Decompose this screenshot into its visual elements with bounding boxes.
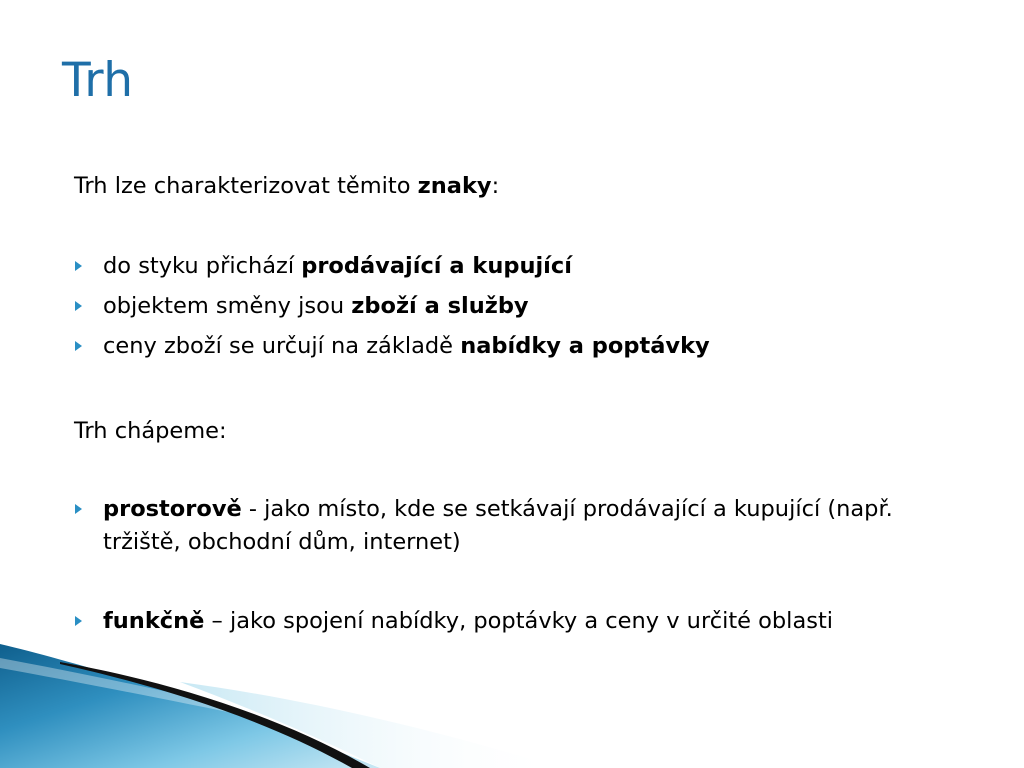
- understanding-heading: Trh chápeme:: [74, 418, 227, 444]
- bullet-arrow-icon: [75, 341, 82, 351]
- decorative-wave: [0, 638, 1024, 768]
- slide-title: Trh: [62, 53, 134, 108]
- intro-suffix: :: [491, 173, 500, 199]
- understanding-item: [74, 605, 914, 638]
- feature-text: do styku přichází: [103, 253, 302, 279]
- feature-text: objektem směny jsou: [103, 293, 352, 319]
- understanding-bold: prostorově: [103, 496, 242, 522]
- understanding-item: [74, 493, 914, 559]
- understanding-text: - jako místo, kde se setkávají prodávající a kupující (např. tržiště, obchodní dům, internet): [103, 496, 893, 555]
- features-list: [74, 250, 914, 363]
- feature-item: [74, 330, 914, 363]
- bullet-arrow-icon: [75, 616, 82, 626]
- understanding-text: – jako spojení nabídky, poptávky a ceny v určité oblasti: [204, 608, 834, 634]
- feature-item: [74, 290, 914, 323]
- bullet-arrow-icon: [75, 504, 82, 514]
- intro-bold: znaky: [417, 173, 492, 199]
- bullet-arrow-icon: [75, 301, 82, 311]
- feature-text: ceny zboží se určují na základě: [103, 333, 461, 359]
- bullet-arrow-icon: [75, 261, 82, 271]
- understanding-list: [74, 493, 914, 638]
- feature-item: [74, 250, 914, 283]
- intro-paragraph: [74, 170, 914, 203]
- feature-bold: prodávající a kupující: [301, 253, 572, 279]
- intro-text: Trh lze charakterizovat těmito: [74, 173, 418, 199]
- understanding-bold: funkčně: [103, 608, 205, 634]
- feature-bold: zboží a služby: [351, 293, 529, 319]
- slide-content: [74, 170, 914, 638]
- feature-bold: nabídky a poptávky: [460, 333, 710, 359]
